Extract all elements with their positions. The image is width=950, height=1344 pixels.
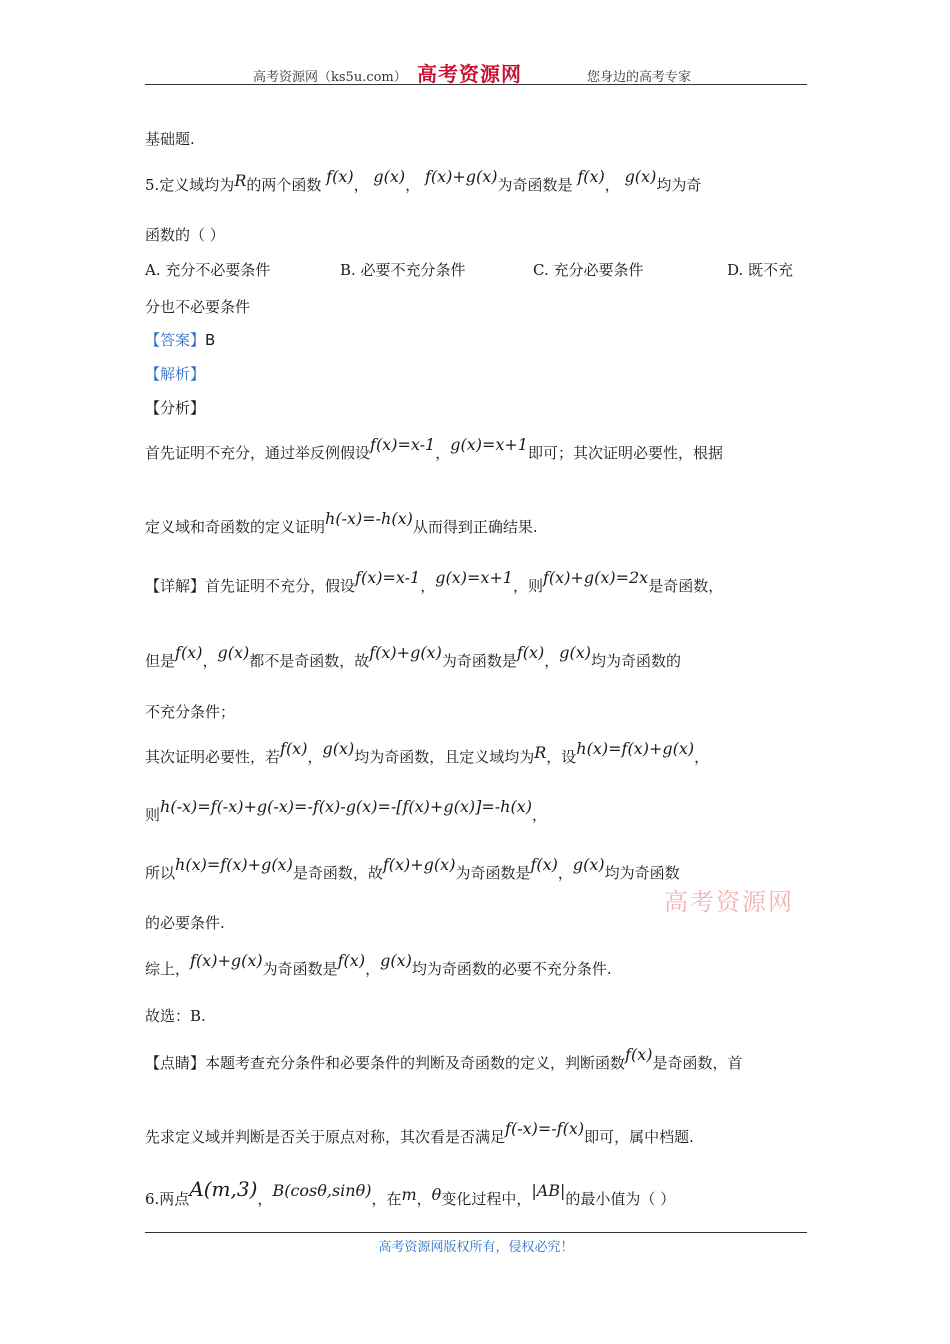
header-logo: 高考资源网 [417,62,522,86]
question-6: 6.两点A(m,3)，B(cosθ,sinθ)，在m，θ变化过程中，|AB|的最小值为（ ） [145,1177,676,1208]
page-header [145,62,807,85]
question-5-line1: 5.定义域均为R的两个函数 f(x)， g(x)， f(x)+g(x)为奇函数是 f(x)， g(x)均为奇 [145,167,702,194]
math-expr: f(x)+g(x) [424,167,498,186]
header-right-text: 您身边的高考专家 [587,70,692,85]
detail-line2: 但是f(x)，g(x)都不是奇函数，故f(x)+g(x)为奇函数是f(x)，g(x)均为奇函数的 [145,643,682,670]
comment-line1: 【点睛】本题考查充分条件和必要条件的判断及奇函数的定义，判断函数f(x)是奇函数，首 [145,1045,743,1072]
answer-value: B [205,331,216,349]
page-footer: 高考资源网版权所有，侵权必究！ [145,1232,807,1255]
detail-line7: 的必要条件. [145,914,225,932]
comment-line2: 先求定义域并判断是否关于原点对称，其次看是否满足f(-x)=-f(x)即可，属中档题. [145,1119,694,1146]
math-expr: g(x) [373,167,406,186]
detail-line8: 综上，f(x)+g(x)为奇函数是f(x)，g(x)均为奇函数的必要不充分条件. [145,951,612,978]
header-left-text: 高考资源网（ks5u.com） [253,70,407,85]
analysis-line1: 首先证明不充分，通过举反例假设f(x)=x-1，g(x)=x+1即可；其次证明必要性，根据 [145,435,723,462]
analysis-tag: 【解析】 [145,365,206,383]
option-a: A. 充分不必要条件 [145,261,271,279]
option-d-cont: 分也不必要条件 [145,298,251,316]
detail-line9: 故选：B. [145,1007,206,1025]
question-5-line2: 函数的（ ） [145,226,225,244]
math-expr: g(x) [624,167,657,186]
detail-line5: 则h(-x)=f(-x)+g(-x)=-f(x)-g(x)=-[f(x)+g(x)]=-h(x)， [145,797,547,824]
fenxi-tag: 【分析】 [145,399,206,417]
option-d: D. 既不充 [727,261,794,279]
answer-line [145,329,215,350]
math-expr: f(x) [326,167,354,186]
option-b: B. 必要不充分条件 [340,261,466,279]
detail-line3: 不充分条件； [145,703,236,721]
answer-tag: 【答案】 [145,331,206,349]
text-line: 基础题. [145,130,195,148]
analysis-line2: 定义域和奇函数的定义证明h(-x)=-h(x)从而得到正确结果. [145,509,538,536]
math-expr: f(x) [577,167,605,186]
option-c: C. 充分必要条件 [533,261,644,279]
detail-line1: 【详解】首先证明不充分，假设f(x)=x-1，g(x)=x+1，则f(x)+g(x)=2x是奇函数， [145,568,724,595]
detail-line4: 其次证明必要性，若f(x)，g(x)均为奇函数，且定义域均为R，设h(x)=f(x)+g(x)， [145,739,710,766]
watermark: 高考资源网 [664,888,794,916]
detail-line6: 所以h(x)=f(x)+g(x)是奇函数，故f(x)+g(x)为奇函数是f(x)，g(x)均为奇函数 [145,855,680,882]
